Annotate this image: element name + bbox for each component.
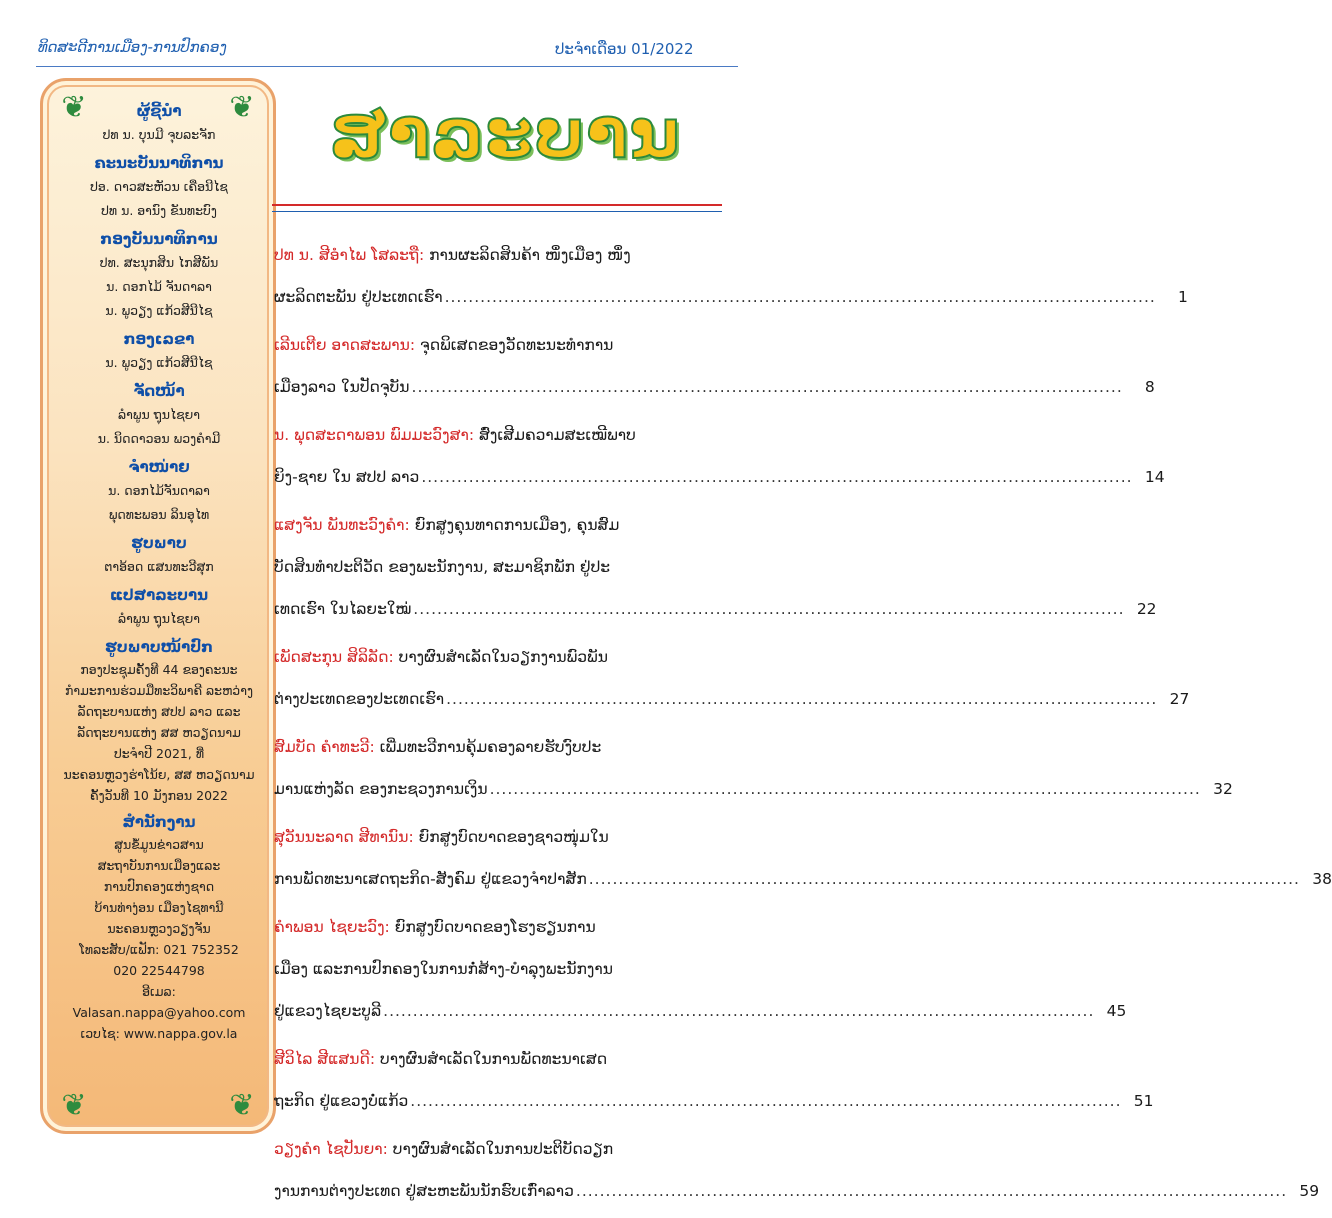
sidebar-line: ນະຄອນຫຼວງວຽງຈັນ bbox=[107, 921, 211, 936]
sidebar-content bbox=[61, 95, 257, 1044]
sidebar-line: ພຸດທະພອນ ລິນອຸໄທ bbox=[108, 507, 210, 522]
toc-leader-dots: ........................................................................................................................ bbox=[383, 1002, 1095, 1020]
sidebar-section-heading: ຄະນະບັນນາທິການ bbox=[94, 154, 224, 172]
sidebar-line: ປທ ນ. ບຸນມີ ຈຸບລະຈັກ bbox=[102, 127, 216, 142]
toc-page-number: 38 bbox=[1312, 870, 1332, 888]
sidebar-line: ຄັ້ງວັນທີ 10 ມັງກອນ 2022 bbox=[90, 788, 228, 803]
toc-entry bbox=[274, 816, 1332, 900]
toc-entry bbox=[274, 636, 1190, 720]
toc-text: ຜະລິດຕະພັນ ຢູ່ປະເທດເຮົາ bbox=[274, 288, 443, 306]
sidebar-section-heading: ຈັດໜ້າ bbox=[133, 382, 185, 400]
toc-line bbox=[274, 768, 1233, 810]
toc-author: ແສງຈັນ ພັນທະວົງຄໍາ: bbox=[274, 516, 410, 534]
toc-line bbox=[274, 990, 1127, 1032]
toc-text: ບາງຜົນສໍາເລັດໃນວຽກງານພົວພັນ bbox=[398, 648, 608, 666]
page-title: ສາລະບານ bbox=[330, 95, 682, 174]
toc-line bbox=[274, 678, 1190, 720]
toc-author: ສຸວັນນະລາດ ສີທານົນ: bbox=[274, 828, 414, 846]
toc-page-number: 59 bbox=[1299, 1182, 1320, 1200]
toc-leader-dots: ........................................................................................................................ bbox=[588, 870, 1300, 888]
toc-line-text-wrap bbox=[274, 366, 410, 408]
sidebar-line: ປະຈໍາປີ 2021, ທີ່ bbox=[113, 746, 205, 761]
toc-line-text-wrap bbox=[274, 516, 619, 534]
toc-line bbox=[274, 324, 720, 366]
toc-line-text-wrap bbox=[274, 918, 596, 936]
toc-line bbox=[274, 816, 720, 858]
toc-text: ງານການຕ່າງປະເທດ ຢູ່ສະຫະພັນນັກຮົບເກົ່າລາວ bbox=[274, 1182, 574, 1200]
toc-leader-dots: ........................................................................................................................ bbox=[421, 468, 1133, 486]
toc-page-number: 14 bbox=[1144, 468, 1165, 486]
journal-name: ທິດສະດີການເມືອງ-ການປົກຄອງ bbox=[38, 38, 227, 56]
toc-line bbox=[274, 414, 720, 456]
toc-text: ຍົກສູງຄຸນທາດການເມືອງ, ຄຸນສົມ bbox=[414, 516, 620, 534]
toc-page-number: 27 bbox=[1169, 690, 1190, 708]
toc-page-number: 45 bbox=[1106, 1002, 1127, 1020]
sidebar-section-heading: ແປສາລະບານ bbox=[109, 586, 209, 604]
sidebar-section-heading: ຜູ້ຊີ້ນໍາ bbox=[136, 102, 182, 120]
toc-line bbox=[274, 948, 720, 990]
toc-text: ບາງຜົນສໍາເລັດໃນການພັດທະນາເສດ bbox=[380, 1050, 608, 1068]
sidebar-line: ລໍາພູນ ຖຸນໄຊຍາ bbox=[118, 407, 200, 422]
title-rule-blue bbox=[272, 211, 722, 212]
toc-line-text-wrap bbox=[274, 990, 381, 1032]
issue-date: ປະຈໍາເດືອນ 01/2022 bbox=[555, 40, 694, 58]
title-rule-red bbox=[272, 204, 722, 206]
toc-leader-dots: ........................................................................................................................ bbox=[446, 690, 1158, 708]
toc-line-text-wrap bbox=[274, 1170, 574, 1212]
corner-ornament-icon: ❦ bbox=[229, 90, 255, 125]
sidebar-section-heading: ຮູບພາບ bbox=[131, 534, 187, 552]
toc-line-text-wrap bbox=[274, 456, 419, 498]
toc-author: ສີວິໄລ ສີແສນດີ: bbox=[274, 1050, 376, 1068]
toc-line-text-wrap bbox=[274, 768, 488, 810]
toc-author: ນ. ພຸດສະດາພອນ ພົມມະວົງສາ: bbox=[274, 426, 475, 444]
toc-page-number: 32 bbox=[1213, 780, 1233, 798]
sidebar-line: Valasan.nappa@yahoo.com bbox=[72, 1005, 246, 1020]
sidebar-line: ລໍາພູນ ຖຸນໄຊຍາ bbox=[118, 611, 200, 626]
toc-author: ປທ ນ. ສີອໍາໄພ ໂສລະຖື: bbox=[274, 246, 425, 264]
sidebar-line: ເວບໄຊ: www.nappa.gov.la bbox=[80, 1026, 238, 1041]
toc-text: ເມືອງລາວ ໃນປັດຈຸບັນ bbox=[274, 378, 410, 396]
toc-leader-dots: ........................................................................................................................ bbox=[413, 600, 1125, 618]
toc-line bbox=[274, 636, 720, 678]
toc-text: ສົ່ງເສີມຄວາມສະເໝີພາບ bbox=[478, 426, 636, 444]
sidebar-line: ປທ. ສະນຸກສິນ ໄກສີພັນ bbox=[99, 255, 219, 270]
corner-ornament-icon: ❦ bbox=[61, 90, 87, 125]
toc-page-number: 1 bbox=[1177, 288, 1188, 306]
toc-line-text-wrap bbox=[274, 678, 444, 720]
toc-text: ບັດສິນທໍາປະຕິວັດ ຂອງພະນັກງານ, ສະມາຊິກພັກ ຢູ່ປະ bbox=[274, 558, 611, 576]
toc-text: ຍົກສູງບົດບາດຂອງຊາວໜຸ່ມໃນ bbox=[418, 828, 609, 846]
toc-text: ຈຸດພິເສດຂອງວັດທະນະທໍາການ bbox=[420, 336, 614, 354]
toc-line bbox=[274, 1038, 720, 1080]
toc-line-text-wrap bbox=[274, 960, 613, 978]
toc-line-text-wrap bbox=[274, 1080, 408, 1122]
toc-line bbox=[274, 1080, 1154, 1122]
sidebar-section-heading: ສໍານັກງານ bbox=[122, 813, 196, 831]
toc-author: ຄໍາພອນ ໄຊຍະວົງ: bbox=[274, 918, 390, 936]
toc-line bbox=[274, 276, 1188, 318]
sidebar-section-heading: ກອງເລຂາ bbox=[123, 330, 195, 348]
toc-entry bbox=[274, 414, 1165, 498]
toc-author: ເລີນເຕີຍ ອາດສະພານ: bbox=[274, 336, 416, 354]
toc-line-text-wrap bbox=[274, 1140, 613, 1158]
toc-text: ຖະກິດ ຢູ່ແຂວງບໍ່ແກ້ວ bbox=[274, 1092, 409, 1110]
toc-text: ມານແຫ່ງລັດ ຂອງກະຊວງການເງິນ bbox=[274, 780, 488, 798]
header-divider bbox=[36, 66, 738, 67]
sidebar-line: ນ. ດອກໄມ້ຈັນດາລາ bbox=[108, 483, 210, 498]
sidebar-section-heading: ກອງບັນນາທິການ bbox=[100, 230, 218, 248]
toc-line bbox=[274, 1170, 1320, 1212]
toc-page-number: 8 bbox=[1144, 378, 1155, 396]
sidebar-line: ບ້ານທ່າງ່ອນ ເມືອງໄຊທານີ bbox=[94, 900, 224, 915]
toc-line-text-wrap bbox=[274, 558, 610, 576]
toc-line-text-wrap bbox=[274, 648, 608, 666]
toc-text: ເທດເຮົາ ໃນໄລຍະໃໝ່ bbox=[274, 600, 412, 618]
toc-line-text-wrap bbox=[274, 426, 636, 444]
toc-author: ເພັດສະກຸນ ສິລິລັດ: bbox=[274, 648, 394, 666]
toc-line-text-wrap bbox=[274, 738, 601, 756]
sidebar-line: ນ. ພູວຽງ ແກ້ວສີນີໄຊ bbox=[105, 355, 213, 370]
toc-leader-dots: ........................................................................................................................ bbox=[444, 288, 1156, 306]
toc-entry bbox=[274, 726, 1233, 810]
toc-line bbox=[274, 906, 720, 948]
toc-line bbox=[274, 456, 1165, 498]
toc-line-text-wrap bbox=[274, 276, 443, 318]
toc-text: ບາງຜົນສໍາເລັດໃນການປະຕິບັດວຽກ bbox=[392, 1140, 614, 1158]
corner-ornament-icon: ❦ bbox=[229, 1088, 255, 1123]
toc-line-text-wrap bbox=[274, 336, 613, 354]
sidebar-line: ປອ. ດາວສະຫັວນ ເຄືອນີໄຊ bbox=[90, 179, 228, 194]
toc-entry bbox=[274, 906, 1127, 1032]
sidebar-line: ປທ ນ. ອານົງ ຂັນທະບົງ bbox=[101, 203, 217, 218]
sidebar-line: ສະຖາບັນການເມືອງແລະ bbox=[97, 858, 221, 873]
toc-text: ເມືອງ ແລະການປົກຄອງໃນການກໍ່ສ້າງ-ບໍາລຸງພະນັກງານ bbox=[274, 960, 613, 978]
toc-leader-dots: ........................................................................................................................ bbox=[575, 1182, 1288, 1200]
toc-line-text-wrap bbox=[274, 828, 609, 846]
toc-text: ຍິງ-ຊາຍ ໃນ ສປປ ລາວ bbox=[274, 468, 420, 486]
toc-entry bbox=[274, 324, 1155, 408]
toc-entry bbox=[274, 1038, 1154, 1122]
toc-page-number: 22 bbox=[1136, 600, 1157, 618]
toc-text: ຕ່າງປະເທດຂອງປະເທດເຮົາ bbox=[274, 690, 445, 708]
toc-entry bbox=[274, 1128, 1320, 1212]
toc-line-text-wrap bbox=[274, 246, 631, 264]
toc-entry bbox=[274, 504, 1157, 630]
editorial-sidebar bbox=[40, 78, 276, 1134]
sidebar-line: ນະຄອນຫຼວງຮ່າໂນ້ຍ, ສສ ຫວຽດນາມ bbox=[63, 767, 255, 782]
toc-entry bbox=[274, 234, 1188, 318]
toc-line bbox=[274, 366, 1155, 408]
toc-leader-dots: ........................................................................................................................ bbox=[489, 780, 1201, 798]
toc-line-text-wrap bbox=[274, 588, 411, 630]
sidebar-line: ລັດຖະບານແຫ່ງ ສສ ຫວຽດນາມ bbox=[77, 725, 241, 740]
sidebar-line: ການປົກຄອງແຫ່ງຊາດ bbox=[103, 879, 215, 894]
toc-line-text-wrap bbox=[274, 858, 587, 900]
toc-author: ວຽງຄໍາ ໄຊປັນຍາ: bbox=[274, 1140, 388, 1158]
sidebar-line: ລັດຖະບານແຫ່ງ ສປປ ລາວ ແລະ bbox=[77, 704, 241, 719]
sidebar-line: ນ. ພູວຽງ ແກ້ວສີນີໄຊ bbox=[105, 303, 213, 318]
toc-leader-dots: ........................................................................................................................ bbox=[411, 378, 1123, 396]
toc-line bbox=[274, 726, 720, 768]
toc-line bbox=[274, 588, 1157, 630]
sidebar-line: ນ. ດອກໄມ້ ຈັນດາລາ bbox=[106, 279, 212, 294]
sidebar-line: 020 22544798 bbox=[113, 963, 205, 978]
sidebar-section-heading: ຈໍາໜ່າຍ bbox=[128, 458, 190, 476]
toc-text: ການພັດທະນາເສດຖະກິດ-ສັງຄົມ ຢູ່ແຂວງຈໍາປາສັກ bbox=[274, 870, 587, 888]
sidebar-line: ກໍາມະການຮ່ວມມືທະວິພາຄີ ລະຫວ່າງ bbox=[65, 683, 253, 698]
toc-author: ສົມບັດ ຄໍາທະວີ: bbox=[274, 738, 375, 756]
toc-text: ການຜະລິດສິນຄ້າ ໜຶ່ງເມືອງ ໜຶ່ງ bbox=[429, 246, 631, 264]
toc-line bbox=[274, 1128, 720, 1170]
sidebar-section-heading: ຮູບພາບໜ້າປົກ bbox=[104, 638, 214, 656]
corner-ornament-icon: ❦ bbox=[61, 1088, 87, 1123]
sidebar-line: ນ. ນິດດາວອນ ພວງຄໍາມີ bbox=[97, 431, 221, 446]
toc-text: ເພີ່ມທະວີການຄຸ້ມຄອງລາຍຮັບງົບປະ bbox=[379, 738, 602, 756]
toc-line-text-wrap bbox=[274, 1050, 607, 1068]
sidebar-line: ຕາອ້ອດ ແສນທະວີສຸກ bbox=[104, 559, 214, 574]
toc-text: ຢູ່ແຂວງໄຊຍະບູລີ bbox=[274, 1002, 382, 1020]
table-of-contents bbox=[274, 234, 1332, 1218]
toc-text: ຍົກສູງບົດບາດຂອງໂຮງຮຽນການ bbox=[394, 918, 596, 936]
toc-line bbox=[274, 234, 720, 276]
toc-line bbox=[274, 504, 720, 546]
sidebar-line: ສູນຂໍ້ມູນຂ່າວສານ bbox=[114, 837, 204, 852]
sidebar-line: ກອງປະຊຸມຄັ້ງທີ 44 ຂອງຄະນະ bbox=[80, 662, 238, 677]
sidebar-line: ໂທລະສັບ/ແຟັກ: 021 752352 bbox=[79, 942, 239, 957]
toc-page-number: 51 bbox=[1133, 1092, 1154, 1110]
toc-leader-dots: ........................................................................................................................ bbox=[410, 1092, 1122, 1110]
toc-line bbox=[274, 546, 720, 588]
sidebar-line: ອີເມລ: bbox=[142, 984, 176, 999]
toc-line bbox=[274, 858, 1332, 900]
